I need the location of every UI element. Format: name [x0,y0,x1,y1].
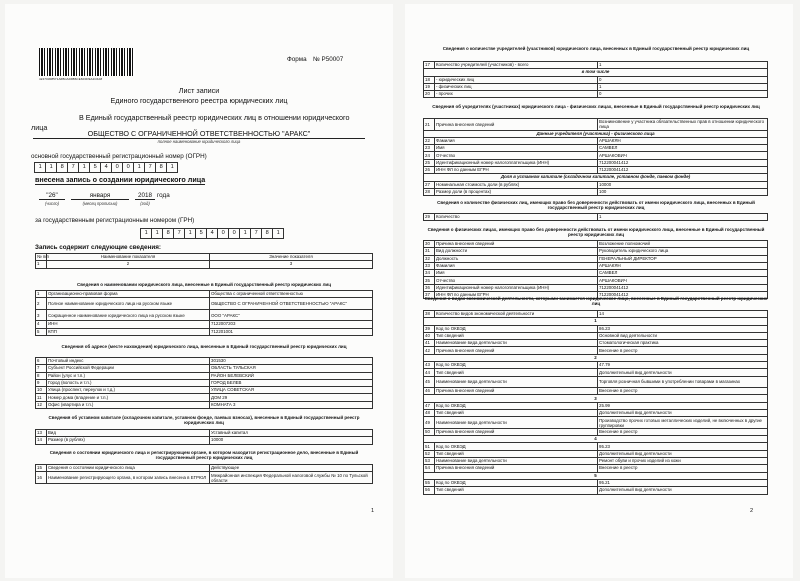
table-row: 25 Идентификационный номер налогоплательщика (ИНН) 712200041412 [424,159,768,166]
table-row: 40 Тип сведений Основной вид деятельности [424,332,768,339]
founders-phys-table [423,118,768,196]
table-row: 4 [424,436,768,443]
table-row: 42 Причина внесения сведений Внесение в реестр [424,347,768,354]
page-1 [5,4,393,578]
table-row: 19 - физических лиц 1 [424,83,768,90]
table-row: 32 Должность ГЕНЕРАЛЬНЫЙ ДИРЕКТОР [424,255,768,262]
grn-digit: 0 [228,228,240,239]
table-row: 5 КПП 712201001 [36,328,373,335]
section-title-founders-phys: Сведения об учредителях (участниках) юридического лица - физических лицах, внесенные в Единый государственный реестр юридических лиц [432,104,760,109]
grn-digit: 8 [162,228,174,239]
table-row: 26 ИНН ФЛ по данным ЕГРН 712200041412 [424,166,768,173]
table-row: 16 Наименование регистрирующего органа, в котором запись внесена в ЕГРЮЛ Межрайонная инспекция Федеральной налоговой службы № 10 по Тульской области [36,472,373,484]
table-row: 50 Причина внесения сведений Внесение в реестр [424,428,768,435]
ogrn-digit: 8 [56,162,68,173]
grn-digit: 0 [217,228,229,239]
grn-digit: 1 [272,228,284,239]
date-month: января [71,192,129,200]
table-row: 45 Наименование вида деятельности Торговля розничная бывшими в употреблении товарами в магазинах [424,376,768,388]
date-year-suffix: года [157,192,170,199]
table-row: 2 [424,354,768,361]
date-caption-month: (месяц прописью) [82,201,118,206]
ogrn-digits [35,162,178,173]
name-table [35,290,373,336]
table-row: 15 Сведения о состоянии юридического лица Действующее [36,465,373,472]
page-2 [405,4,793,578]
barcode-text: 42470308571А6ВСАD9В6СЕ6F0D9А2С6А8 [39,77,103,81]
section-title-name: Сведения о наименовании юридического лица, внесенные в Единый государственный реестр юридических лиц [77,282,331,287]
date-day: "26" [39,192,65,200]
table-row: 31 Вид должности Руководитель юридического лица [424,248,768,255]
table-row: 10 Улица (проспект, переулок и т.д.) УЛИЦА СОВЕТСКАЯ [36,387,373,394]
table-row: 53 Наименование вида деятельности Ремонт обуви и прочих изделий из кожи [424,458,768,465]
ogrn-digit: 7 [144,162,156,173]
table-row: 55 Код по ОКВЭД 95.21 [424,479,768,486]
table-row: 22 Фамилия АРШАКЯН [424,137,768,144]
org-name-caption: полное наименование юридического лица [157,139,241,144]
table-row: 1 2 3 [36,261,373,268]
table-row: 4 ИНН 7122007203 [36,321,373,328]
section-title-proxy-count: Сведения о количестве физических лиц, имеющих право без доверенности действовать от имени юридического лица, внесенных в Единый государственный реестр юридических лиц [437,200,755,211]
grn-digit: 1 [140,228,152,239]
table-row: 13 Вид Уставный капитал [36,430,373,437]
section-title-address: Сведения об адресе (месте нахождения) юридического лица, внесенные в Единый государственный реестр юридических лиц [61,344,347,349]
table-row: 28 Размер доли (в процентах) 100 [424,188,768,195]
table-row: Данные учредителя (участника) - физического лица [424,130,768,137]
ogrn-digit: 1 [133,162,145,173]
table-row: 52 Тип сведений Дополнительный вид деятельности [424,450,768,457]
table-row: 23 Имя САМВЕЛ [424,145,768,152]
grn-digits [141,228,284,239]
grn-digit: 7 [173,228,185,239]
table-row: 21 Причина внесения сведений Возникновение у участника обязательственных прав в отношении юридического лица [424,119,768,131]
ogrn-digit: 5 [89,162,101,173]
table-row: 44 Тип сведений Дополнительный вид деятельности [424,369,768,376]
ogrn-digit: 8 [155,162,167,173]
table-row: 11 Номер дома (владение и т.п.) ДОМ 29 [36,394,373,401]
table-row: 39 Код по ОКВЭД 86.23 [424,325,768,332]
ogrn-label: основной государственный регистрационный номер (ОГРН) [31,153,207,160]
table-row: 56 Тип сведений Дополнительный вид деятельности [424,487,768,494]
ogrn-digit: 1 [45,162,57,173]
section-title-capital: Сведения об уставном капитале (складочном капитале, уставном фонде, паевых взносах), внесенные в Единый государственный реестр юридических лиц [48,415,360,426]
table-row: 18 - юридических лиц 0 [424,76,768,83]
date-caption-year: (год) [140,201,150,206]
grn-digit: 1 [151,228,163,239]
page-number: 1 [371,508,375,514]
table-row: 3 Сокращенное наименование юридического лица на русском языке ООО "АРАКС" [36,309,373,321]
table-row: 38 Количество видов экономической деятельности 14 [424,311,768,318]
table-row: 5 [424,472,768,479]
ogrn-digit: 1 [34,162,46,173]
table-row: 36 Идентификационный номер налогоплательщика (ИНН) 712200041412 [424,284,768,291]
section-title-state: Сведения о состоянии юридического лица и регистрирующем органе, в котором находится регистрационное дело, внесенные в Единый государственный реестр юридических лиц [49,450,359,461]
intro-line-1: В Единый государственный реестр юридических лиц в отношении юридического [79,113,350,122]
table-row: 29 Количество 1 [424,214,768,221]
table-row: 51 Код по ОКВЭД 95.23 [424,443,768,450]
date-year: 2018 [135,192,155,200]
entry-title: внесена запись о создании юридического лица [35,175,206,184]
table-row: 47 Код по ОКВЭД 25.99 [424,402,768,409]
barcode [39,48,135,76]
table-row: 20 - прочих 0 [424,91,768,98]
address-table [35,357,373,409]
table-row: 2 Полное наименование юридического лица на русском языке ОБЩЕСТВО С ОГРАНИЧЕННОЙ ОТВЕТСТВЕННОСТЬЮ "АРАКС" [36,298,373,310]
table-row: 37 ИНН ФЛ по данным ЕГРН 712200041412 [424,292,768,299]
state-table [35,464,373,484]
proxy-persons-table [423,240,768,299]
form-number: № Р50007 [313,56,344,63]
table-row: 14 Размер (в рублях) 10000 [36,437,373,444]
ogrn-digit: 7 [67,162,79,173]
ogrn-digit: 1 [166,162,178,173]
table-row: 27 Номинальная стоимость доли (в рублях) 10000 [424,181,768,188]
intro-line-2: лица [31,123,48,132]
table-row: 48 Тип сведений Дополнительный вид деятельности [424,410,768,417]
table-row: 3 [424,395,768,402]
contains-title: Запись содержит следующие сведения: [35,244,161,251]
table-row: 24 Отчество АРШАКОВИЧ [424,152,768,159]
table-row: 54 Причина внесения сведений Внесение в реестр [424,465,768,472]
table-row: 43 Код по ОКВЭД 47.79 [424,362,768,369]
table-row: Доля в уставном капитале (складочном капитале, уставном фонде, паевом фонде) [424,174,768,181]
ogrn-digit: 1 [78,162,90,173]
table-row: 12 Офис (квартира и т.п.) КОМНАТА 3 [36,401,373,408]
table-row: 1 Организационно-правовая форма Общества с ограниченной ответственностью [36,291,373,298]
org-full-name: ОБЩЕСТВО С ОГРАНИЧЕННОЙ ОТВЕТСТВЕННОСТЬЮ "АРАКС" [33,130,365,139]
title-line-1: Лист записи [178,86,220,95]
table-row: 34 Имя САМВЕЛ [424,270,768,277]
founders-count-table [423,61,768,98]
table-row: 1 [424,318,768,325]
table-row: в том числе [424,69,768,76]
table-row: 49 Наименование вида деятельности Производство прочих готовых металлических изделий, не включенных в другие группировки [424,417,768,429]
ogrn-digit: 0 [122,162,134,173]
form-label: Форма [287,56,307,63]
ogrn-digit: 4 [100,162,112,173]
grn-digit: 8 [261,228,273,239]
section-title-proxy-persons: Сведения о физических лицах, имеющих право без доверенности действовать от имени юридического лица, внесенные в Единый государственный реестр юридических лиц [427,227,765,238]
table-row: 46 Причина внесения сведений Внесение в реестр [424,388,768,395]
table-row: 17 Количество учредителей (участников) - всего 1 [424,62,768,69]
proxy-count-table [423,213,768,221]
grn-digit: 7 [250,228,262,239]
page-number: 2 [750,508,754,514]
table-row: 30 Причина внесения сведений Возложение полномочий [424,241,768,248]
table-row: 6 Почтовый индекс 301530 [36,358,373,365]
capital-table [35,429,373,445]
title-line-2: Единого государственного реестра юридических лиц [110,96,288,105]
table-row: 7 Субъект Российской Федерации ОБЛАСТЬ ТУЛЬСКАЯ [36,365,373,372]
ogrn-digit: 0 [111,162,123,173]
table-row: 8 Район (улус и т.п.) РАЙОН БЕЛЕВСКИЙ [36,372,373,379]
grn-label: за государственным регистрационным номером (ГРН) [35,217,195,224]
table-row: 41 Наименование вида деятельности Стоматологическая практика [424,340,768,347]
grn-digit: 1 [184,228,196,239]
date-caption-day: (число) [44,201,60,206]
table-row: № п/п Наименование показателя Значение показателя [36,254,373,261]
section-title-founders-count: Сведения о количестве учредителей (участников) юридического лица, внесенных в Единый государственный реестр юридических лиц [442,46,750,51]
activity-table [423,310,768,495]
header-table [35,253,373,269]
table-row: 33 Фамилия АРШАКЯН [424,262,768,269]
grn-digit: 5 [195,228,207,239]
grn-digit: 1 [239,228,251,239]
table-row: 35 Отчество АРШАКОВИЧ [424,277,768,284]
table-row: 9 Город (волость и т.п.) ГОРОД БЕЛЕВ [36,379,373,386]
grn-digit: 4 [206,228,218,239]
section-title-activity: Сведения о видах экономической деятельности, которыми занимается юридическое лицо, внесенные в Единый государственный реестр юридических лиц [424,296,768,307]
